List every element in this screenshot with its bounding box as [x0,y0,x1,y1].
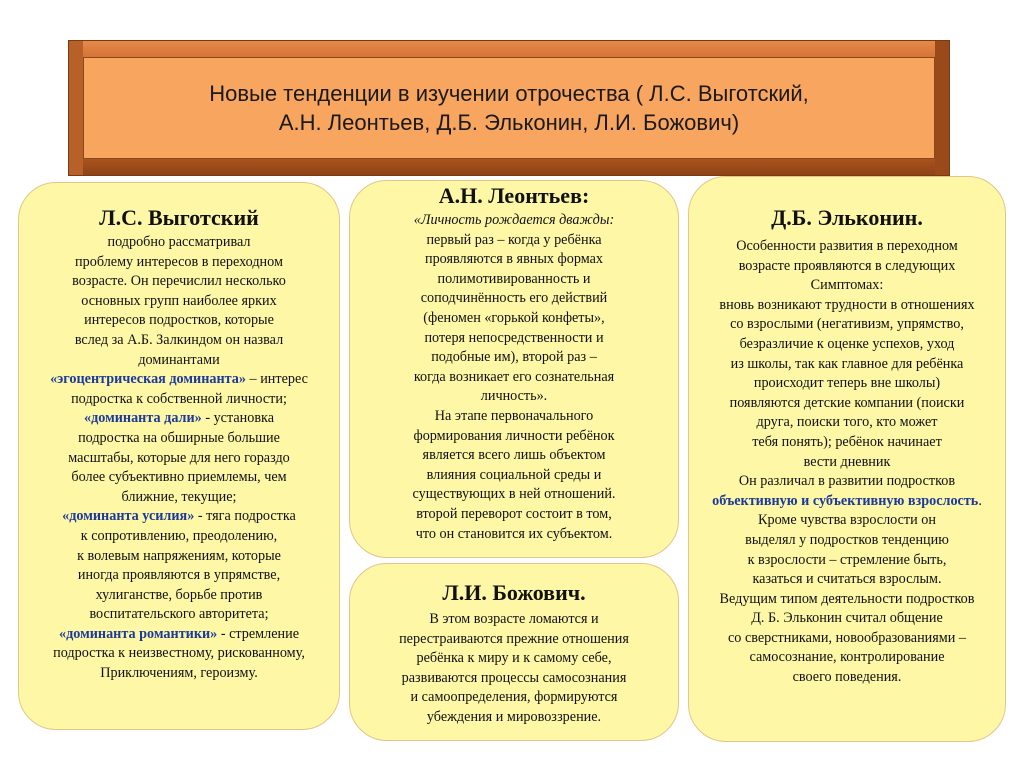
elkonin-line: вести дневник [803,453,891,470]
vygotsky-line: проблему интересов в переходном [75,253,283,270]
elkonin-line: из школы, так как главное для ребёнка [730,355,964,372]
vygotsky-line: подростка к собственной личности; [71,390,287,407]
elkonin-leading-activity-line: Ведущим типом деятельности подростков [719,590,975,607]
dominant-romance: «доминанта романтики» - стремление [58,625,299,642]
elkonin-line: Он различал в развитии подростков [738,473,956,490]
leontiev-text-line: второй переворот состоит в том, [416,505,612,522]
bozhovich-line: перестраиваются прежние отношения [399,630,629,647]
elkonin-line: вновь возникают трудности в отношениях [719,296,975,313]
leontiev-text-line: является всего лишь объектом [422,447,606,464]
card-elkonin [688,176,1006,742]
bozhovich-line: убеждения и мировоззрение. [426,708,602,725]
vygotsky-line: подростка на обширные большие [78,429,280,446]
elkonin-line: к взрослости – стремление быть, [747,551,947,568]
vygotsky-line: ближние, текущие; [121,488,237,505]
vygotsky-line: более субъективно приемлемы, чем [71,469,287,486]
leontiev-quote-line: «Личность рождается дважды: [413,212,615,228]
elkonin-line: казаться и считаться взрослым. [752,571,942,588]
bozhovich-line: развиваются процессы самосознания [401,669,627,686]
leontiev-text-line: На этапе первоначального [434,407,594,424]
card-bozhovich [349,563,679,741]
vygotsky-line: возрасте. Он перечислил несколько [72,273,286,290]
vygotsky-line: интересов подростков, которые [84,312,274,329]
elkonin-leading-activity-line: со сверстниками, новообразованиями – [728,629,966,646]
vygotsky-line: хулиганстве, борьбе против [95,586,263,603]
vygotsky-title: Л.С. Выготский [99,205,259,230]
elkonin-leading-activity-line: самосознание, контролирование [749,649,945,666]
elkonin-line: безразличие к оценке успехов, уход [739,335,955,352]
leontiev-quote-line: проявляются в явных формах [425,251,603,268]
elkonin-line: Особенности развития в переходном [736,238,958,254]
leontiev-quote-line: когда возникает его сознательная [413,368,615,385]
elkonin-line: Кроме чувства взрослости он [758,512,936,529]
card-leontiev [349,180,679,558]
leontiev-quote-line: первый раз – когда у ребёнка [426,231,602,248]
vygotsky-line: подробно рассматривал [107,234,251,250]
elkonin-leading-activity-line: своего поведения. [792,669,902,686]
leontiev-title: А.Н. Леонтьев: [438,183,590,208]
vygotsky-line: к сопротивлению, преодолению, [80,527,278,544]
bozhovich-line: В этом возрасте ломаются и [429,611,599,627]
bozhovich-line: ребёнка к миру и к самому себе, [416,650,612,667]
leontiev-quote-line: соподчинённость его действий [420,290,608,307]
title-banner [68,40,950,176]
vygotsky-line: доминантами [138,351,220,368]
elkonin-line: Симптомах: [810,277,884,294]
elkonin-line: тебя понять); ребёнок начинает [752,433,942,450]
vygotsky-line: подростка к неизвестному, рискованному, [53,645,305,662]
elkonin-leading-activity-line: Д. Б. Эльконин считал общение [751,610,943,627]
dominant-egocentric: «эгоцентрическая доминанта» – интерес [50,371,308,388]
leontiev-text-line: влияния социальной среды и [426,466,602,483]
elkonin-adulthood-highlight: объективную и субъективную взрослость. [712,492,982,509]
leontiev-text-line: существующих в ней отношений. [412,486,616,503]
vygotsky-line: Приключениям, героизму. [100,665,258,682]
vygotsky-line: вслед за А.Б. Залкиндом он назвал [74,331,284,348]
vygotsky-line: масштабы, которые для него гораздо [68,449,290,466]
elkonin-title: Д.Б. Эльконин. [771,205,923,230]
leontiev-quote-line: личность». [480,388,548,405]
banner-title-line-2: А.Н. Леонтьев, Д.Б. Эльконин, Л.И. Божович) [278,110,740,135]
vygotsky-line: воспитательского авторитета; [89,606,269,623]
elkonin-line: возрасте проявляются в следующих [738,257,956,274]
leontiev-quote-line: полимотивированность и [437,270,591,287]
elkonin-line: появляются детские компании (поиски [729,394,965,411]
leontiev-quote-line: (феномен «горькой конфеты», [423,309,605,326]
leontiev-quote-line: потеря непосредственности и [424,329,604,346]
vygotsky-line: иногда проявляются в упрямстве, [77,567,281,584]
banner-title-line-1: Новые тенденции в изучении отрочества ( Л.С. Выготский, [209,81,809,106]
dominant-effort: «доминанта усилия» - тяга подростка [62,508,296,525]
vygotsky-line: к волевым напряжениям, которые [77,547,281,564]
elkonin-line: друга, поиски того, кто может [756,414,938,431]
bozhovich-line: и самоопределения, формируются [410,689,618,706]
leontiev-text-line: что он становится их субъектом. [415,525,613,542]
leontiev-text-line: формирования личности ребёнок [413,427,615,444]
vygotsky-line: основных групп наиболее ярких [81,292,277,309]
dominant-distance: «доминанта дали» - установка [83,410,275,427]
elkonin-line: со взрослыми (негативизм, упрямство, [730,316,964,333]
card-vygotsky [18,182,340,730]
elkonin-line: происходит теперь вне школы) [753,375,941,392]
elkonin-line: выделял у подростков тенденцию [745,531,949,548]
bozhovich-title: Л.И. Божович. [442,580,586,605]
leontiev-quote-line: подобные им), второй раз – [431,349,597,366]
